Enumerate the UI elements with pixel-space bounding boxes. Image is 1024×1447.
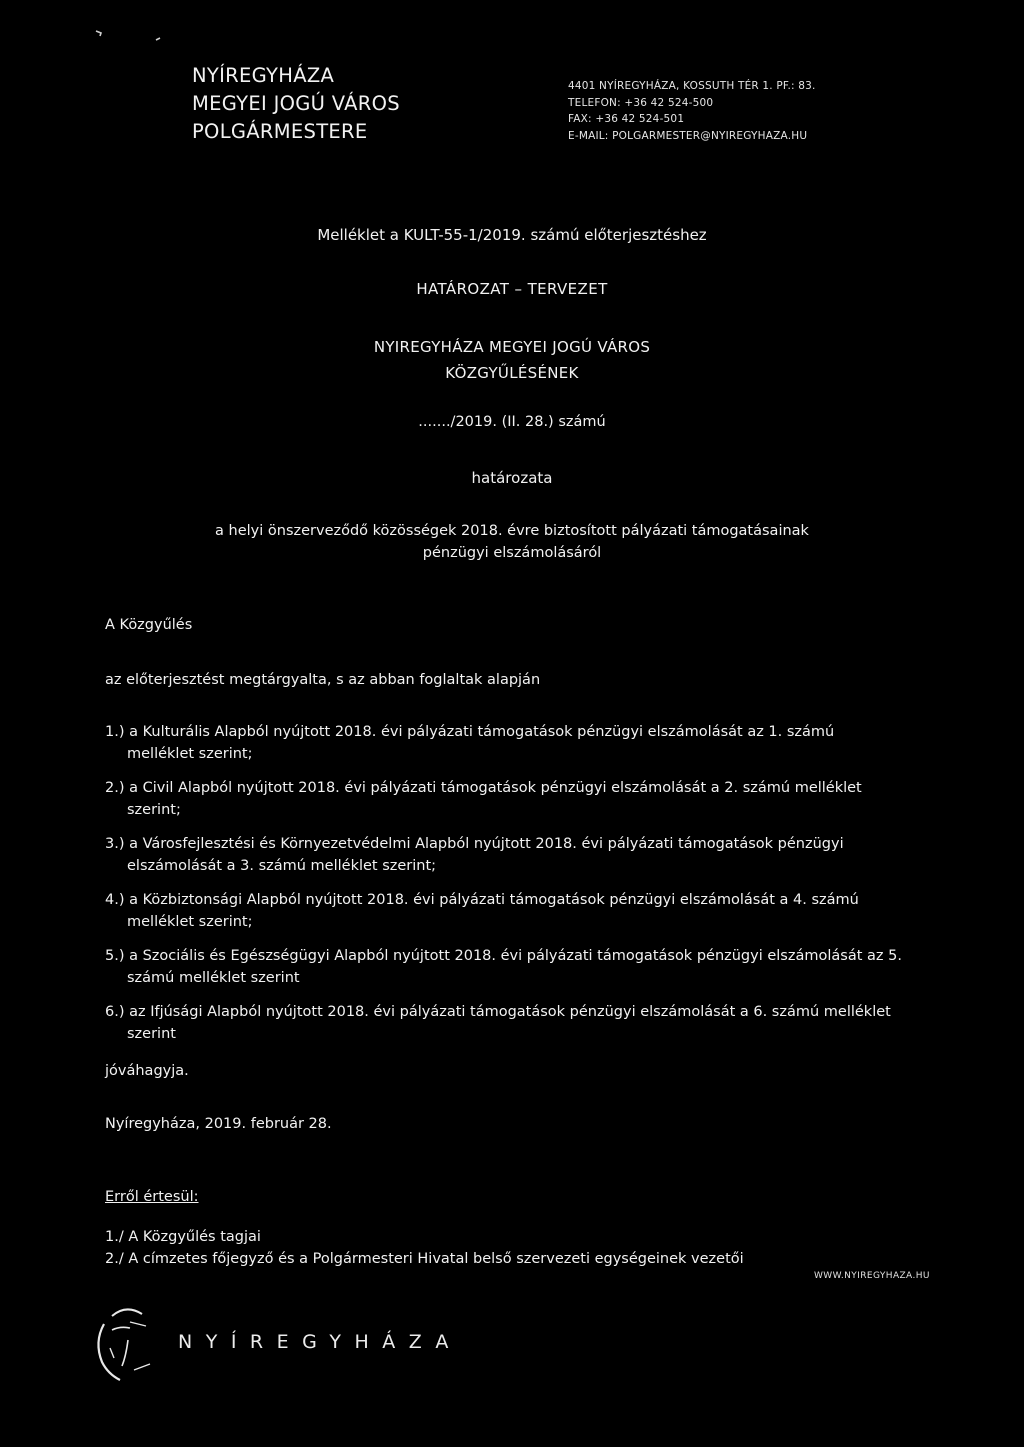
council-line: KÖZGYŰLÉSÉNEK <box>445 364 579 382</box>
list-item <box>105 777 931 821</box>
org-line: POLGÁRMESTERE <box>192 120 368 143</box>
city-logo-icon <box>90 1300 160 1390</box>
notify-list <box>105 1226 744 1270</box>
resolution-number: ......./2019. (II. 28.) számú <box>418 414 606 430</box>
letterhead-contact <box>568 78 816 144</box>
item-line: 3.) a Városfejlesztési és Környezetvédelmi Alapból nyújtott 2018. évi pályázati támogatások pénzügyi <box>105 836 844 852</box>
org-line: NYÍREGYHÁZA <box>192 64 335 87</box>
list-item <box>105 1001 931 1045</box>
contact-email: E-MAIL: POLGARMESTER@NYIREGYHAZA.HU <box>568 129 808 142</box>
list-item <box>105 833 931 877</box>
assembly-heading: A Közgyűlés <box>105 617 193 633</box>
item-line: 2.) a Civil Alapból nyújtott 2018. évi pályázati támogatások pénzügyi elszámolását a 2. számú melléklet <box>105 780 862 796</box>
item-line: 5.) a Szociális és Egészségügyi Alapból nyújtott 2018. évi pályázati támogatások pénzügyi elszámolását az 5. <box>105 948 902 964</box>
item-line: szerint; <box>127 802 181 818</box>
council-name <box>0 334 1024 386</box>
scan-marks <box>0 0 200 60</box>
discussed-statement: az előterjesztést megtárgyalta, s az abban foglaltak alapján <box>105 672 541 688</box>
item-line: melléklet szerint; <box>127 746 253 762</box>
list-item <box>105 721 931 765</box>
item-line: melléklet szerint; <box>127 914 253 930</box>
contact-phone: TELEFON: +36 42 524-500 <box>568 96 714 109</box>
list-item <box>105 889 931 933</box>
item-line: elszámolását a 3. számú melléklet szerint; <box>127 858 437 874</box>
council-line: NYIREGYHÁZA MEGYEI JOGÚ VÁROS <box>373 338 651 356</box>
contact-address: 4401 NYÍREGYHÁZA, KOSSUTH TÉR 1. PF.: 83. <box>568 80 816 92</box>
list-item <box>105 945 931 989</box>
item-line: számú melléklet szerint <box>127 970 300 986</box>
city-date: Nyíregyháza, 2019. február 28. <box>105 1116 332 1132</box>
resolution-subject <box>0 520 1024 564</box>
item-line: 1.) a Kulturális Alapból nyújtott 2018. évi pályázati támogatások pénzügyi elszámolását az 1. számú <box>105 724 835 740</box>
resolution-title: HATÁROZAT – TERVEZET <box>416 280 608 298</box>
brand-wordmark: NYÍREGYHÁZA <box>178 1331 462 1353</box>
letterhead-org <box>192 62 400 146</box>
subject-line: a helyi önszerveződő közösségek 2018. évre biztosított pályázati támogatásainak <box>215 523 809 539</box>
approval-statement: jóváhagyja. <box>105 1063 189 1079</box>
org-line: MEGYEI JOGÚ VÁROS <box>192 92 400 115</box>
item-line: szerint <box>127 1026 176 1042</box>
website-link[interactable]: WWW.NYIREGYHAZA.HU <box>814 1271 930 1281</box>
list-item: 1./ A Közgyűlés tagjai <box>105 1229 261 1245</box>
annex-reference: Melléklet a KULT-55-1/2019. számú előterjesztéshez <box>317 226 707 244</box>
decision-list <box>105 721 931 1057</box>
subject-line: pénzügyi elszámolásáról <box>422 545 602 561</box>
item-line: 4.) a Közbiztonsági Alapból nyújtott 2018. évi pályázati támogatások pénzügyi elszámolását a 4. számú <box>105 892 859 908</box>
list-item: 2./ A címzetes főjegyző és a Polgármesteri Hivatal belső szervezeti egységeinek vezetői <box>105 1251 744 1267</box>
item-line: 6.) az Ifjúsági Alapból nyújtott 2018. évi pályázati támogatások pénzügyi elszámolását a 6. számú melléklet <box>105 1004 891 1020</box>
resolution-label: határozata <box>471 469 553 487</box>
contact-fax: FAX: +36 42 524-501 <box>568 113 685 125</box>
notify-heading: Erről értesül: <box>105 1189 199 1205</box>
